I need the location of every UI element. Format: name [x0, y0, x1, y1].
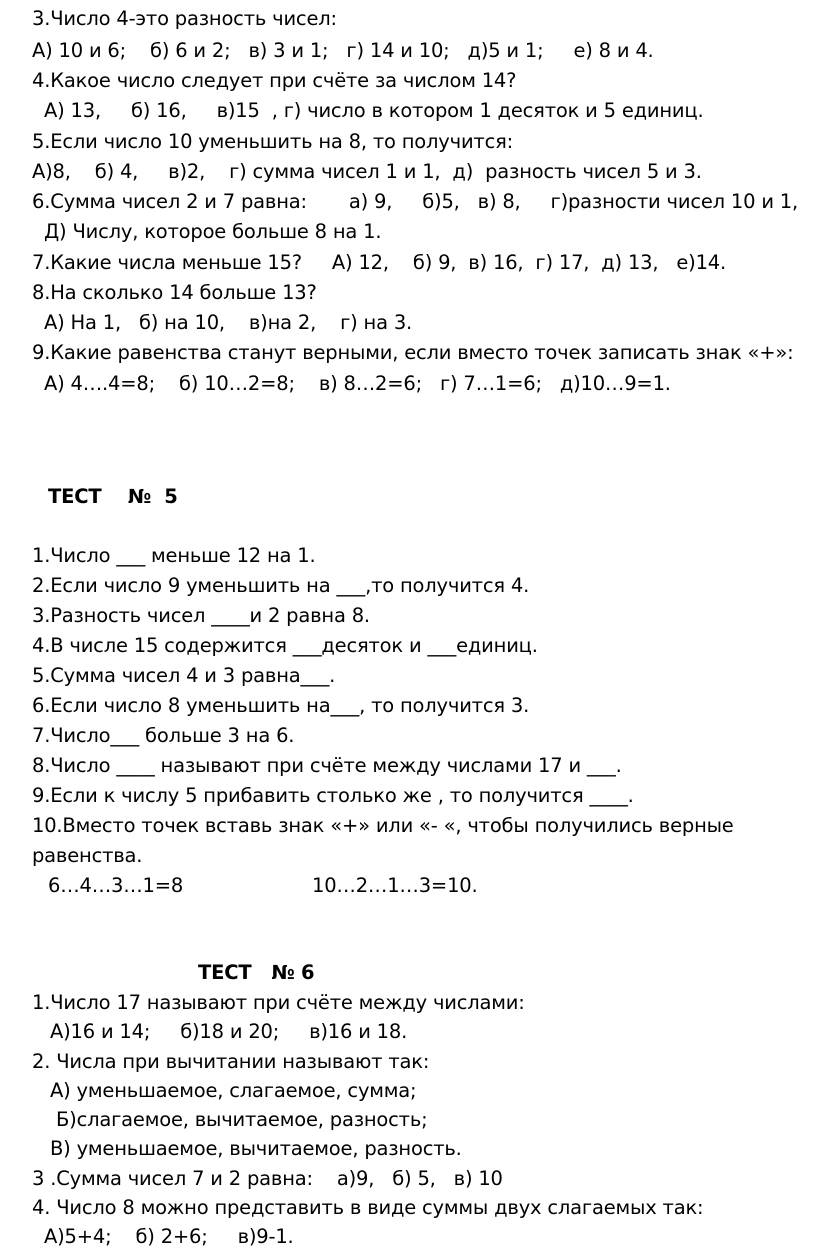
test-5-equation-right: 10…2…1…3=10.	[312, 874, 478, 897]
test-6-question-4-options: А)5+4; б) 2+6; в)9-1.	[32, 1225, 294, 1248]
test-5-equation-left: 6…4…3…1=8	[48, 874, 184, 897]
test-5-question-1: 1.Число ___ меньше 12 на 1.	[32, 544, 316, 567]
test-5-question-10-cont: равенства.	[32, 844, 143, 867]
question-6-options: Д) Числу, которое больше 8 на 1.	[32, 220, 382, 243]
test-5-question-6: 6.Если число 8 уменьшить на___, то получится 3.	[32, 694, 530, 717]
question-8-text: 8.На сколько 14 больше 13?	[32, 281, 317, 304]
test-6-question-2-option-a: А) уменьшаемое, слагаемое, сумма;	[32, 1079, 417, 1102]
question-7-text: 7.Какие числа меньше 15? А) 12, б) 9, в) 16, г) 17, д) 13, е)14.	[32, 251, 726, 274]
question-4-options: А) 13, б) 16, в)15 , г) число в котором 1 десяток и 5 единиц.	[32, 99, 704, 122]
test-6-question-4: 4. Число 8 можно представить в виде суммы двух слагаемых так:	[32, 1196, 704, 1219]
question-5-text: 5.Если число 10 уменьшить на 8, то получится:	[32, 130, 514, 153]
test-6-question-2: 2. Числа при вычитании называют так:	[32, 1050, 430, 1073]
question-3-text: 3.Число 4-это разность чисел:	[32, 7, 337, 30]
question-9-options: А) 4….4=8; б) 10…2=8; в) 8…2=6; г) 7…1=6; д)10…9=1.	[32, 372, 671, 395]
test-5-question-2: 2.Если число 9 уменьшить на ___,то получится 4.	[32, 574, 530, 597]
test-6-heading: ТЕСТ № 6	[198, 961, 315, 984]
test-5-question-9: 9.Если к числу 5 прибавить столько же , то получится ____.	[32, 784, 634, 807]
test-6-question-1-options: А)16 и 14; б)18 и 20; в)16 и 18.	[32, 1020, 408, 1043]
test-5-heading: ТЕСТ № 5	[48, 485, 178, 508]
question-5-options: А)8, б) 4, в)2, г) сумма чисел 1 и 1, д) разность чисел 5 и 3.	[32, 160, 702, 183]
question-9-text: 9.Какие равенства станут верными, если вместо точек записать знак «+»:	[32, 341, 794, 364]
question-6-text: 6.Сумма чисел 2 и 7 равна: а) 9, б)5, в) 8, г)разности чисел 10 и 1,	[32, 190, 798, 213]
test-5-question-5: 5.Сумма чисел 4 и 3 равна___.	[32, 664, 336, 687]
question-3-options: А) 10 и 6; б) 6 и 2; в) 3 и 1; г) 14 и 10; д)5 и 1; е) 8 и 4.	[32, 39, 654, 62]
test-6-question-2-option-c: В) уменьшаемое, вычитаемое, разность.	[32, 1137, 462, 1160]
test-5-question-4: 4.В числе 15 содержится ___десяток и ___единиц.	[32, 634, 538, 657]
question-8-options: А) На 1, б) на 10, в)на 2, г) на 3.	[32, 311, 413, 334]
question-4-text: 4.Какое число следует при счёте за числом 14?	[32, 69, 517, 92]
test-6-question-3: 3 .Сумма чисел 7 и 2 равна: а)9, б) 5, в) 10	[32, 1167, 503, 1190]
test-5-question-8: 8.Число ____ называют при счёте между числами 17 и ___.	[32, 754, 622, 777]
test-5-question-7: 7.Число___ больше 3 на 6.	[32, 724, 295, 747]
test-5-question-3: 3.Разность чисел ____и 2 равна 8.	[32, 604, 370, 627]
test-5-question-10: 10.Вместо точек вставь знак «+» или «- «, чтобы получились верные	[32, 814, 734, 837]
test-6-question-2-option-b: Б)слагаемое, вычитаемое, разность;	[32, 1108, 428, 1131]
test-6-question-1: 1.Число 17 называют при счёте между числами:	[32, 991, 525, 1014]
